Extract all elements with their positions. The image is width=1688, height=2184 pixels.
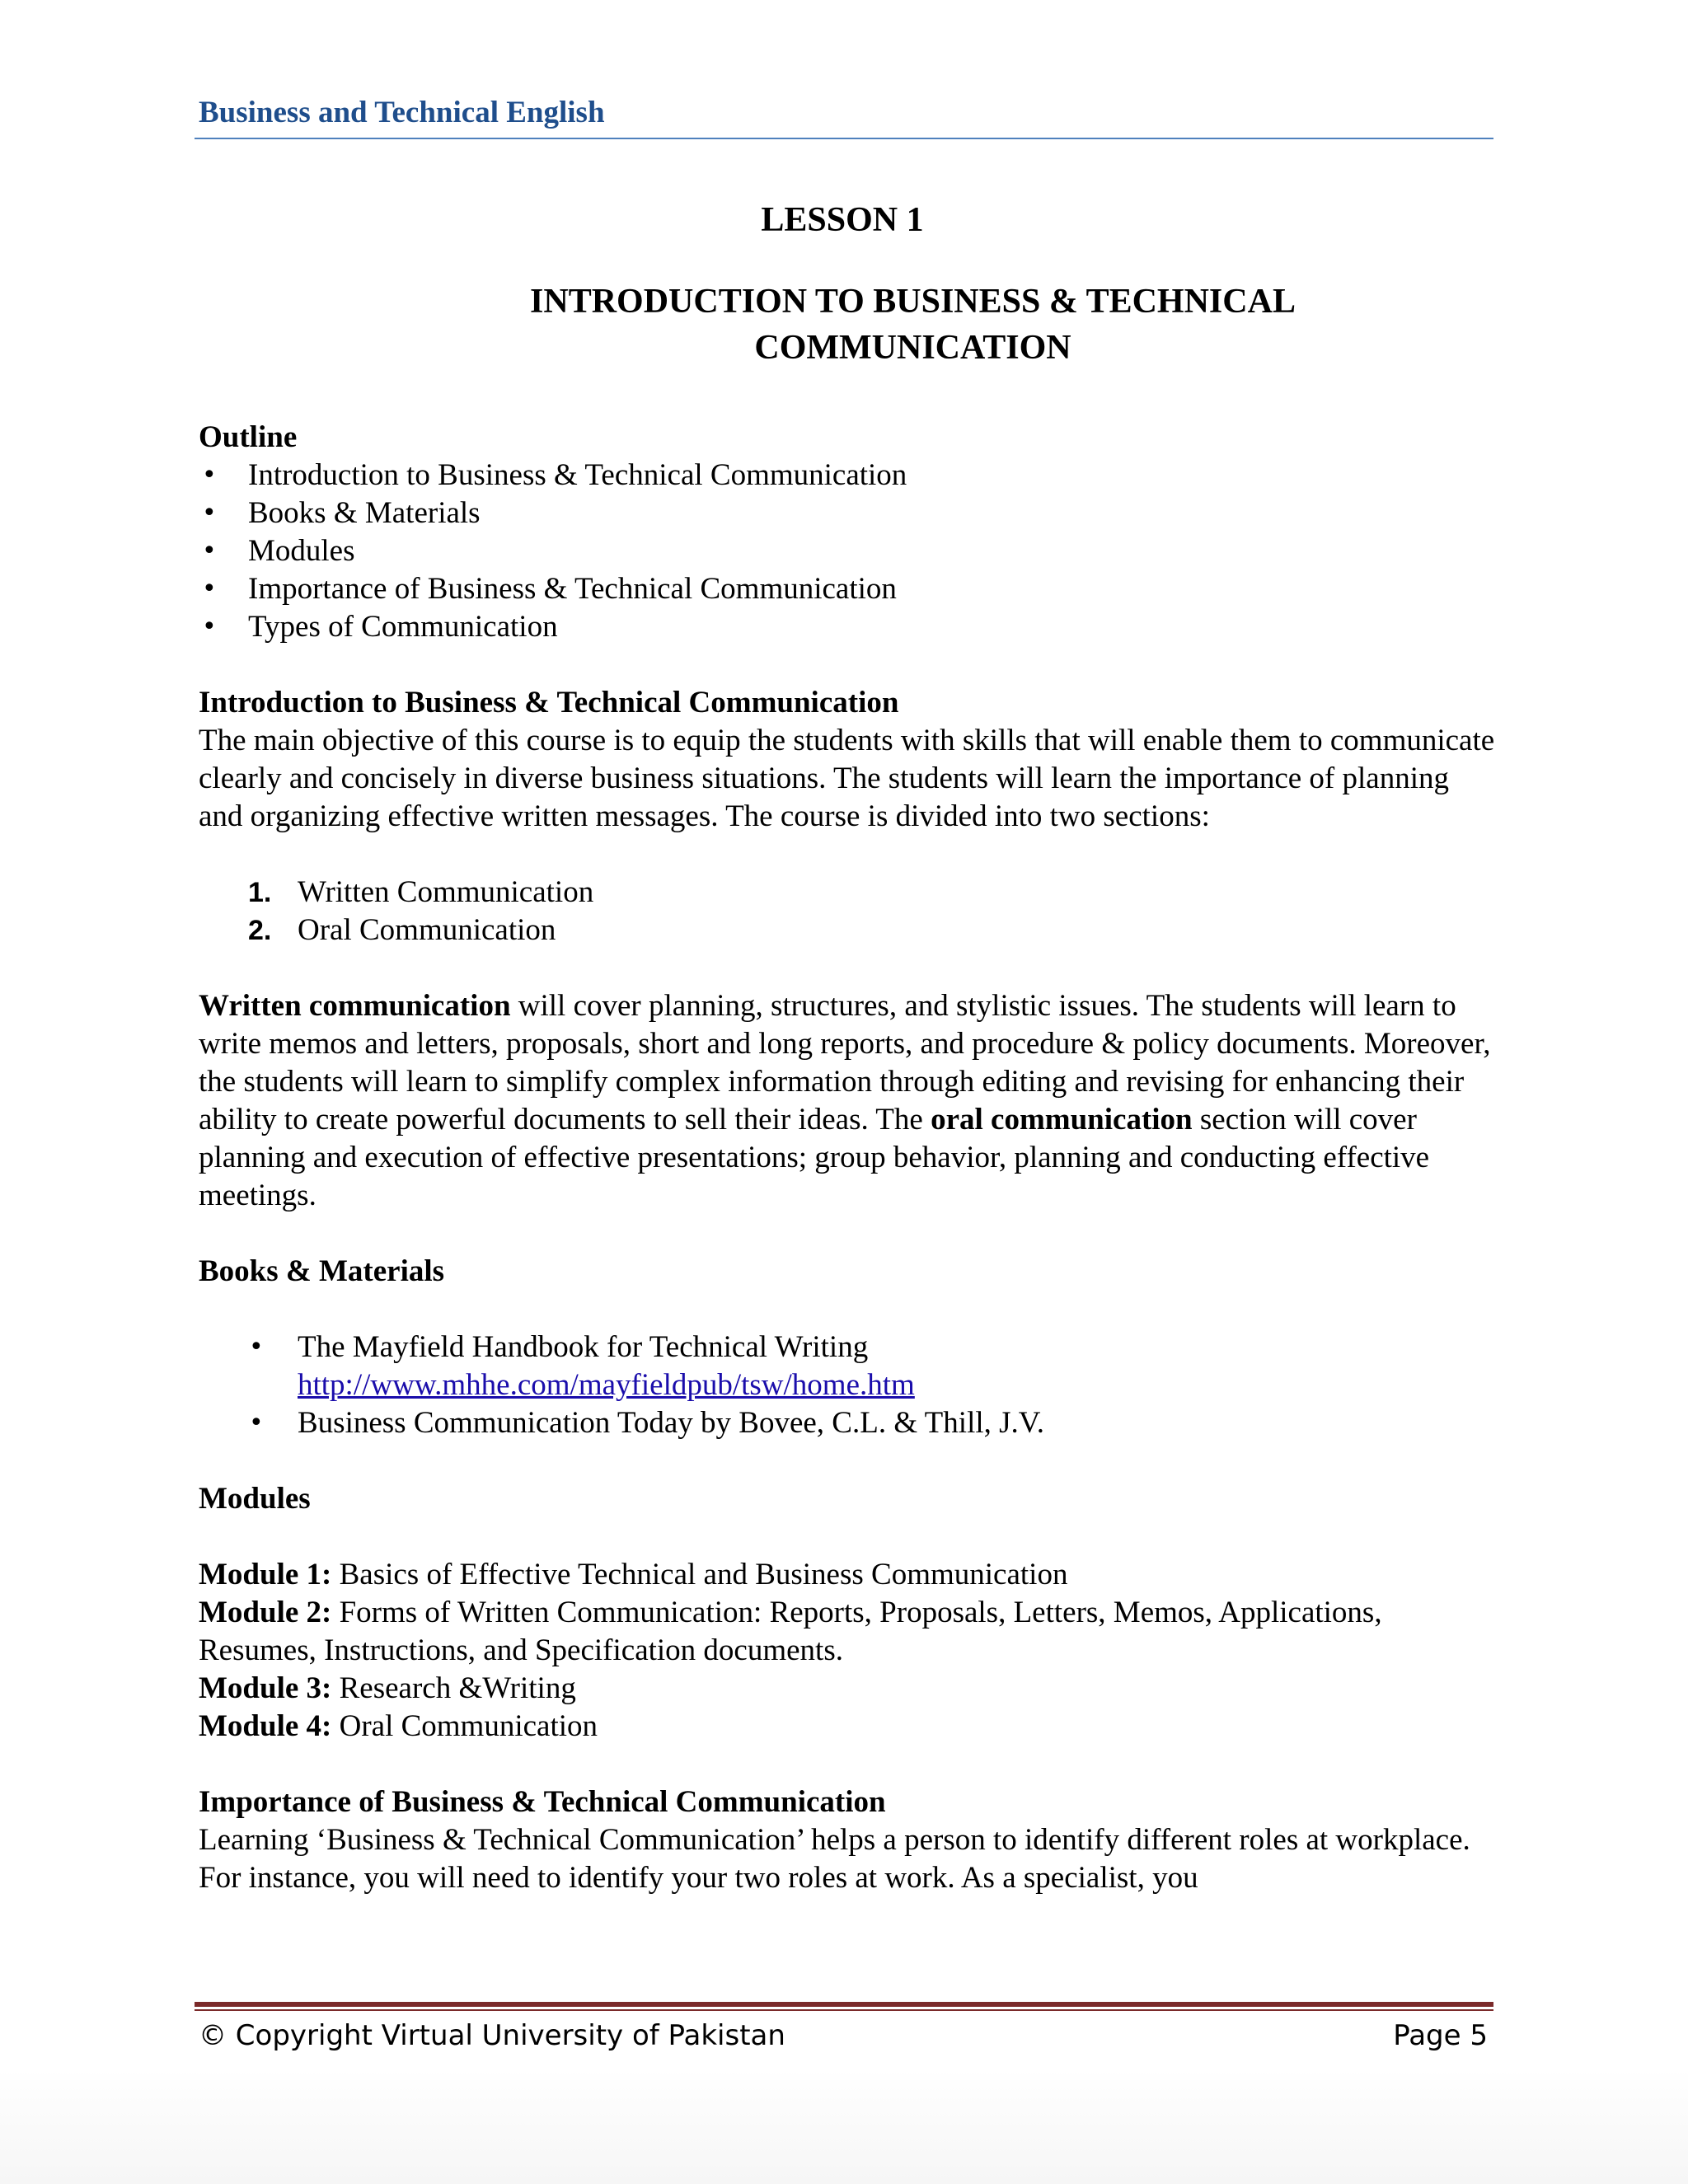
lesson-title-line-2: COMMUNICATION — [754, 329, 1071, 367]
intro-paragraph: The main objective of this course is to equip the students with skills that will enable them to communicate clearly and concisely in diverse business situations. The students will learn the importance of planning and organizing effective written messages. The course is divided into two sections: — [199, 724, 1495, 833]
written-communication-paragraph: Written communication will cover planning, structures, and stylistic issues. The students will learn to write memos and letters, proposals, short and long reports, and procedure & policy documents. Moreover, the students will learn to simplify complex information through editing and revising for enhancing their ability to create powerful documents to sell their ideas. The oral communication section will cover planning and execution of effective presentations; group behavior, planning and conducting effective meetings. — [199, 989, 1491, 1212]
modules-heading: Modules — [199, 1482, 311, 1516]
footer-divider-thin — [195, 2009, 1493, 2011]
page-number: Page 5 — [1393, 2019, 1488, 2052]
running-header: Business and Technical English — [199, 96, 605, 129]
list-item: • The Mayfield Handbook for Technical Writing http://www.mhhe.com/mayfieldpub/tsw/home.htm — [199, 1329, 1497, 1404]
list-item: • Books & Materials — [199, 494, 1497, 532]
header-divider — [195, 138, 1493, 139]
list-item: • Importance of Business & Technical Communication — [199, 570, 1497, 608]
document-body — [199, 419, 1497, 1897]
lesson-title — [462, 279, 1364, 371]
module-item: Module 3: Research &Writing — [199, 1671, 576, 1705]
outline-list — [199, 457, 1497, 646]
module-item: Module 4: Oral Communication — [199, 1709, 598, 1743]
outline-heading: Outline — [199, 420, 298, 454]
list-item: 1. Written Communication — [248, 875, 594, 909]
list-item: • Introduction to Business & Technical Communication — [199, 457, 1497, 494]
importance-heading: Importance of Business & Technical Communication — [199, 1785, 886, 1819]
list-item: 2. Oral Communication — [248, 913, 556, 947]
mayfield-handbook-link[interactable]: http://www.mhhe.com/mayfieldpub/tsw/home.htm — [298, 1368, 915, 1402]
module-item: Module 1: Basics of Effective Technical and Business Communication — [199, 1558, 1068, 1591]
books-list — [199, 1329, 1497, 1442]
lesson-title-line-1: INTRODUCTION TO BUSINESS & TECHNICAL — [530, 283, 1296, 321]
books-heading: Books & Materials — [199, 1254, 445, 1288]
list-item: • Modules — [199, 532, 1497, 570]
sections-list — [199, 874, 1497, 949]
page-bottom-shade — [0, 2069, 1688, 2184]
intro-heading: Introduction to Business & Technical Communication — [199, 686, 899, 719]
copyright-notice: © Copyright Virtual University of Pakistan — [199, 2019, 785, 2052]
list-item: • Types of Communication — [199, 608, 1497, 646]
lesson-label: LESSON 1 — [761, 201, 924, 239]
footer-divider — [195, 2002, 1493, 2007]
list-item: • Business Communication Today by Bovee, C.L. & Thill, J.V. — [199, 1404, 1497, 1442]
importance-paragraph: Learning ‘Business & Technical Communication’ helps a person to identify different roles at workplace. For instance, you will need to identify your two roles at work. As a specialist, you — [199, 1823, 1470, 1895]
module-item: Module 2: Forms of Written Communication: Reports, Proposals, Letters, Memos, Applications, Resumes, Instructions, and Specification documents. — [199, 1596, 1382, 1667]
